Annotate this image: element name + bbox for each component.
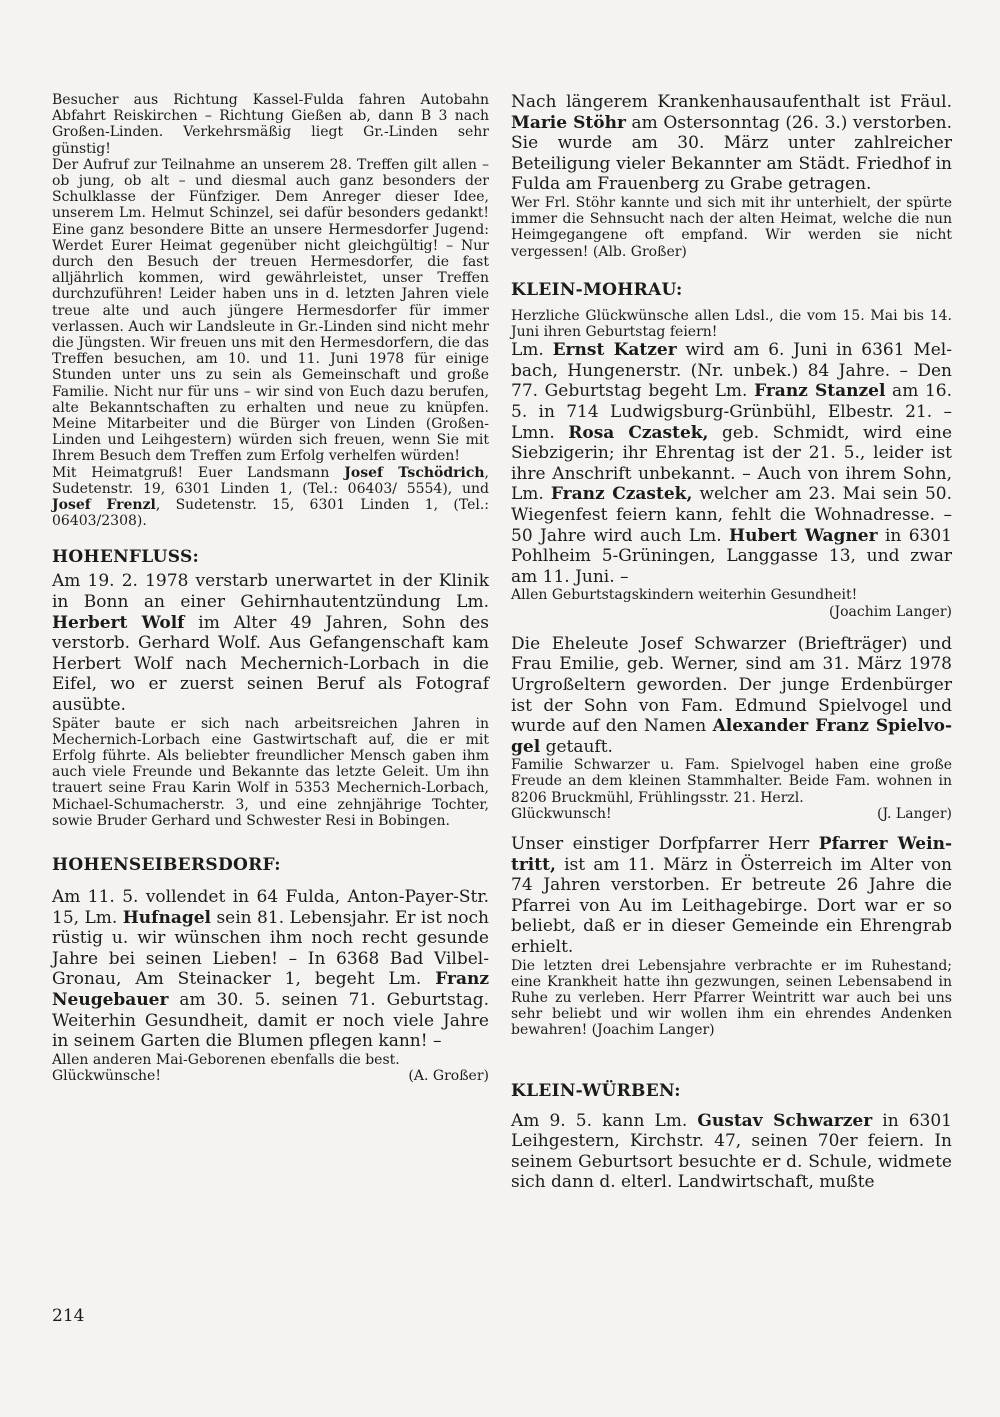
paragraph-may-wishes: Allen anderen Mai-Geborenen ebenfalls die best.: [52, 1051, 400, 1068]
signature-j-langer: (J. Langer): [877, 805, 952, 822]
signature-grosser: (A. Großer): [408, 1068, 489, 1085]
paragraph-congratulations-intro: Herzliche Glückwünsche allen Ldsl., die vom 15. Mai bis 14. Juni ihren Geburtstag feiern!: [511, 307, 952, 340]
paragraph-directions: Besucher aus Richtung Kassel-Fulda fahren Autobahn Abfahrt Reiskirchen – Richtung Gießen ab, dann B 3 nach Großen-Linden. Verkehrsmäßig liegt Gr.-Linden sehr günstig!: [52, 92, 489, 157]
section-heading-hohenfluss: HOHENFLUSS:: [52, 547, 200, 568]
section-heading-hohenseibersdorf: HOHENSEIBERSDORF:: [52, 855, 281, 876]
section-heading-klein-mohrau: KLEIN-MOHRAU:: [511, 279, 683, 300]
paragraph-stoehr-memory: Wer Frl. Stöhr kannte und sich mit ihr unterhielt, der spürte immer die Sehnsucht nach der alten Heimat, welche die nun Heimgegangene oft empfand. Wir werden sie nicht vergessen! (Alb. Großer): [511, 194, 952, 260]
right-column: [511, 92, 952, 1193]
left-column: [52, 92, 489, 1084]
paragraph-weintritt-memory: Die letzten drei Lebensjahre verbrachte er im Ruhestand; eine Krankheit hatte ihn gezwungen, seinen Lebensabend in Ruhe zu verleben. Herr Pfarrer Weintritt war auch bei uns sehr beliebt und wir wollen ihm ein ehrendes Andenken bewahren! (Joachim Langer): [511, 957, 952, 1039]
paragraph-meeting-appeal: Der Aufruf zur Teilnahme an unserem 28. Treffen gilt allen – ob jung, ob alt – und diesmal auch ganz besonders der Schulklasse der Fünfziger. Dem Anreger dieser Idee, unserem Lm. Helmut Schinzel, sei dafür besonders gedankt! Eine ganz besondere Bitte an unsere Hermesdorfer Jugend: Werdet Eurer Heimat gegenüber nicht gleichgültig! – Nur durch den Besuch der treuen Hermesdorfer, die fast alljährlich kommen, wird gewährleistet, unser Treffen durchzuführen! Leider haben uns in d. letzten Jahren viele treue alte und auch jüngere Hermesdorfer für immer verlassen. Auch wir Landsleute in Gr.-Linden sind nicht mehr die Jüngsten. Wir freuen uns mit den Hermesdorfern, die das Treffen besuchen, am 10. und 11. Juni 1978 für einige Stunden unter uns zu sein als Gemeinschaft und große Familie. Nicht nur für uns – wir sind von Euch dazu berufen, alte Bekanntschaften zu erhalten und neue zu knüpfen. Meine Mitarbeiter und die Bürger von Linden (Großen-Linden und Leihgestern) würden sich freuen, wenn Sie mit Ihrem Besuch dem Treffen zum Erfolg verhelfen würden!: [52, 156, 489, 465]
paragraph-family-joy: Familie Schwarzer u. Fam. Spielvogel haben eine große Freude an dem kleinen Stammhalter. Beide Fam. wohnen in 8206 Bruckmühl, Frühlingsstr. 21. Herzl.: [511, 757, 952, 806]
paragraph-great-grandparents: Die Eheleute Josef Schwarzer (Briefträger) und Frau Emilie, geb. Werner, sind am 31. März 1978 Urgroßeltern geworden. Der junge Erdenbürger ist der Sohn von Fam. Edmund Spielvogel und wurde auf den Namen Alexander Franz Spielvogel getauft.: [511, 633, 952, 757]
paragraph-wolf-details: Später baute er sich nach arbeitsreichen Jahren in Mechernich-Lorbach eine Gastwirtschaft auf, die er mit Erfolg führte. Als beliebter freundlicher Mensch gaben ihm auch viele Freunde und Bekannte das letzte Geleit. Um ihn trauert seine Frau Karin Wolf in 5353 Mechernich-Lorbach, Michael-Schumacherstr. 3, und eine zehnjährige Tochter, sowie Bruder Gerhard und Schwester Resi in Bobingen.: [52, 715, 489, 829]
paragraph-birthdays-hohenseibersdorf: Am 11. 5. vollendet in 64 Fulda, Anton-Payer-Str. 15, Lm. Hufnagel sein 81. Lebensjahr. Er ist noch rüstig u. wir wünschen ihm noch recht gesunde Jahre bei seinen Lieben! – In 6368 Bad Vilbel-Gronau, Am Steinacker 1, begeht Lm. Franz Neugebauer am 30. 5. seinen 71. Geburtstag. Weiterhin Gesundheit, damit er noch viele Jahre in seinem Garten die Blumen pflegen kann! –: [52, 887, 490, 1052]
signature-line-grosser: Glückwünsche! (A. Großer): [52, 1068, 489, 1085]
paragraph-greeting-signature: Mit Heimatgruß! Euer Landsmann Josef Tschödrich, Sudetenstr. 19, 6301 Linden 1, (Tel.: 06403/ 5554), und Josef Frenzl, Sudetenstr. 15, 6301 Linden 1, (Tel.: 06403/2308).: [52, 464, 489, 530]
paragraph-obituary-weintritt: Unser einstiger Dorfpfarrer Herr Pfarrer Weintritt, ist am 11. März in Österreich im Alter von 74 Jahren verstorben. Er betreute 26 Jahre die Pfarrei von Au im Leithagebirge. Dort war er so beliebt, daß er in dieser Gemeinde ein Ehrengrab erhielt.: [511, 834, 952, 958]
paragraph-birthday-schwarzer: Am 9. 5. kann Lm. Gustav Schwarzer in 6301 Leihgestern, Kirchstr. 47, seinen 70er feiern. In seinem Geburtsort besuchte er d. Schule, widmete sich dann d. elterl. Landwirtschaft, mußte: [511, 1110, 952, 1193]
signature-line-j-langer: Glückwunsch! (J. Langer): [511, 805, 952, 822]
signature-joachim-langer: (Joachim Langer): [829, 603, 952, 620]
paragraph-birthday-wishes: Allen Geburtstagskindern weiterhin Gesundheit!: [511, 587, 858, 604]
paragraph-birthdays-klein-mohrau: Lm. Ernst Katzer wird am 6. Juni in 6361 Melbach, Hungenerstr. (Nr. unbek.) 84 Jahre. – Den 77. Geburtstag begeht Lm. Franz Stanzel am 16. 5. in 714 Ludwigsburg-Grünbühl, Elbestr. 21. – Lmn. Rosa Czastek, geb. Schmidt, wird eine Siebzigerin; ihr Ehrentag ist der 21. 5., leider ist ihre Anschrift unbekannt. – Auch von ihrem Sohn, Lm. Franz Czastek, welcher am 23. Mai sein 50. Wiegenfest feiern kann, fehlt die Wohnadresse. – 50 Jahre wird auch Lm. Hubert Wagner in 6301 Pohlheim 5-Grüningen, Langgasse 13, und zwar am 11. Juni. –: [511, 340, 953, 587]
paragraph-obituary-stoehr: Nach längerem Krankenhausaufenthalt ist Fräul. Marie Stöhr am Ostersonntag (26. 3.) verstorben. Sie wurde am 30. März unter zahlreicher Beteiligung vieler Bekannter am Städt. Friedhof in Fulda am Frauenberg zu Grabe getragen.: [511, 92, 952, 195]
section-heading-klein-wuerben: KLEIN-WÜRBEN:: [511, 1080, 681, 1101]
paragraph-obituary-wolf: Am 19. 2. 1978 verstarb unerwartet in der Klinik in Bonn an einer Gehirnhautentzündung Lm. Herbert Wolf im Alter 49 Jahren, Sohn des verstorb. Gerhard Wolf. Aus Gefangenschaft kam Herbert Wolf nach Mechernich-Lorbach in die Eifel, wo er zuerst seinen Beruf als Fotograf ausübte.: [52, 571, 489, 716]
page-number: 214: [52, 1306, 85, 1326]
